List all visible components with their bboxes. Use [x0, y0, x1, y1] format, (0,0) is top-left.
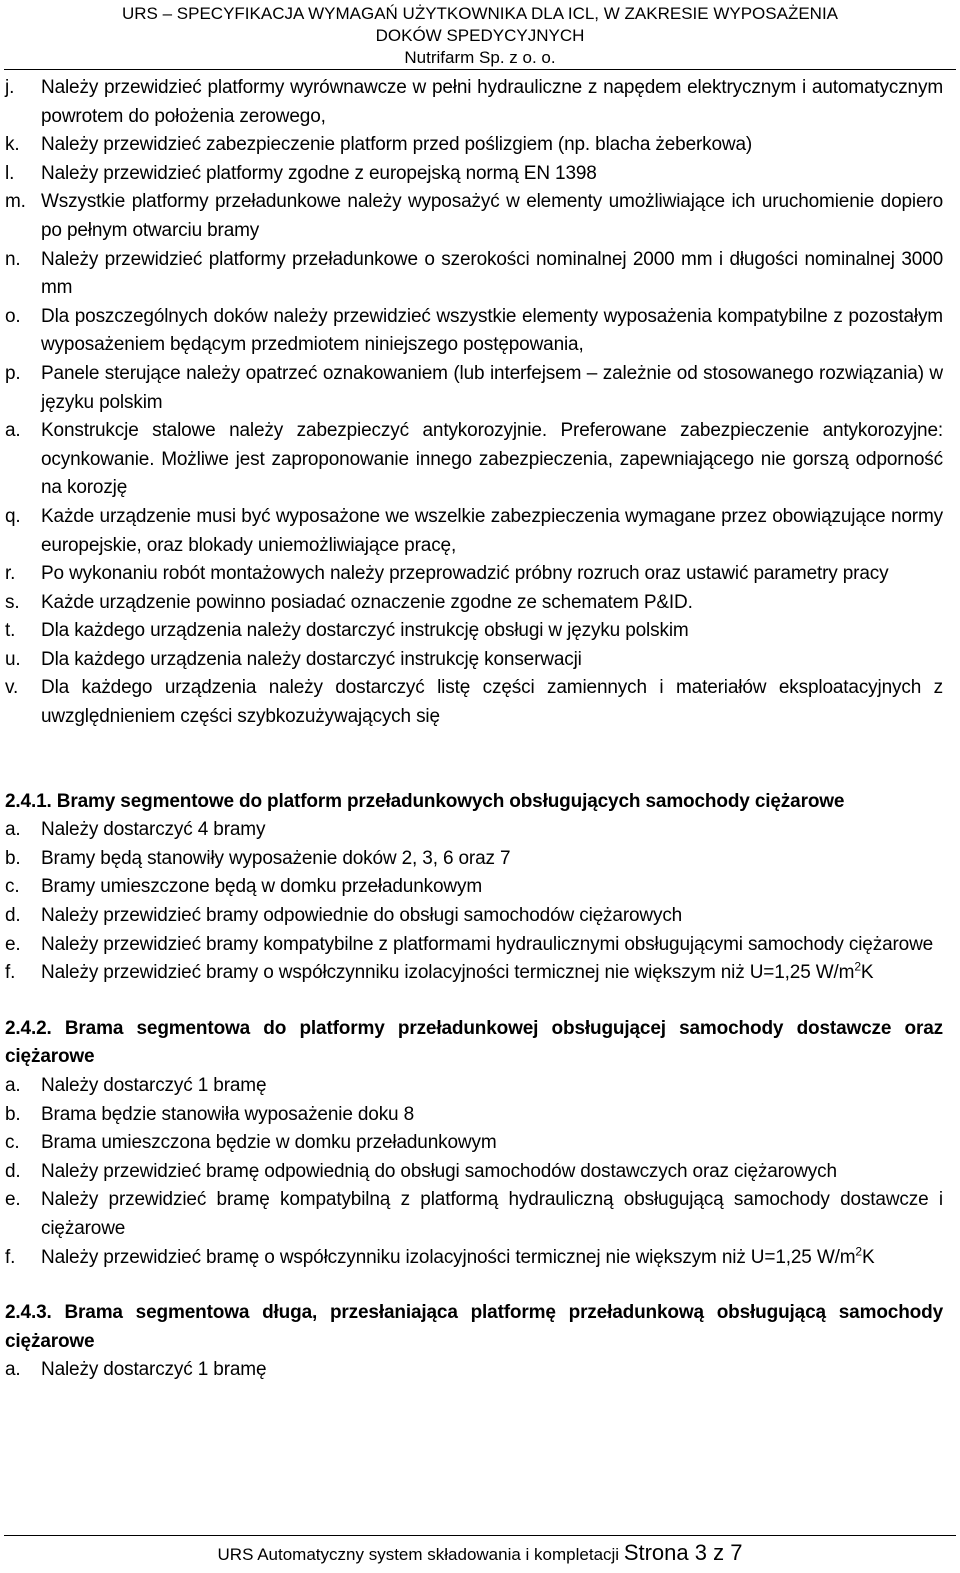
- list-marker: a.: [5, 420, 21, 442]
- list-marker: j.: [5, 77, 15, 98]
- list-item: [5, 902, 943, 931]
- list-marker: b.: [5, 1103, 21, 1125]
- unit-suffix: K: [860, 962, 874, 984]
- list-marker: e.: [5, 1189, 21, 1211]
- list-item: [5, 503, 943, 560]
- list-item: [5, 816, 943, 845]
- list-item-text: Należy przewidzieć bramy kompatybilne z platformami hydraulicznymi obsługującymi samochody ciężarowe: [41, 933, 934, 955]
- superscript: 2: [854, 959, 861, 974]
- header-company: Nutrifarm Sp. z o. o.: [404, 48, 556, 67]
- list-marker: a.: [5, 1359, 21, 1381]
- list-marker: d.: [5, 905, 21, 927]
- list-marker: o.: [5, 305, 21, 327]
- list-item-text: Dla poszczególnych doków należy przewidzieć wszystkie elementy wyposażenia kompatybilne z pozostałym wyposażeniem będącym przedmiotem niniejszego postępowania,: [41, 305, 943, 356]
- list-marker: u.: [5, 648, 21, 670]
- list-item: [5, 417, 943, 503]
- list-item-text: Brama będzie stanowiła wyposażenie doku 8: [41, 1103, 415, 1125]
- list-marker: l.: [5, 162, 15, 184]
- list-item: [5, 959, 943, 988]
- list-marker: f.: [5, 962, 16, 984]
- list-item: [5, 674, 943, 731]
- list-item-text: Należy dostarczyć 4 bramy: [41, 819, 266, 841]
- list-item-text: Bramy umieszczone będą w domku przeładunkowym: [41, 876, 483, 898]
- list-item-text: Należy przewidzieć platformy wyrównawcze w pełni hydrauliczne z napędem elektrycznym i automatycznym powrotem do położenia zerowego,: [41, 77, 943, 127]
- list-marker: v.: [5, 677, 19, 699]
- list-item-text: [41, 1244, 943, 1273]
- list-item-text: Należy przewidzieć platformy zgodne z europejską normą EN 1398: [41, 162, 597, 184]
- section-2-4-1: [5, 788, 943, 988]
- list-item: [5, 188, 943, 245]
- list-item: [5, 845, 943, 874]
- list-item: [5, 1158, 943, 1187]
- list-item-text: Należy przewidzieć zabezpieczenie platform przed poślizgiem (np. blacha żeberkowa): [41, 134, 753, 156]
- list-marker: s.: [5, 591, 20, 613]
- list-marker: e.: [5, 933, 21, 955]
- requirements-list: [5, 74, 943, 732]
- page-number: Strona 3 z 7: [623, 1540, 743, 1565]
- list-marker: r.: [5, 563, 16, 585]
- list-item: [5, 1101, 943, 1130]
- section-2-4-2: [5, 1015, 943, 1272]
- list-item: [5, 560, 943, 589]
- unit-suffix: K: [861, 1246, 875, 1268]
- list-item: [5, 303, 943, 360]
- list-item: [5, 931, 943, 960]
- list-marker: t.: [5, 620, 16, 642]
- list-item-text: [41, 959, 943, 988]
- section-spacer: [5, 988, 943, 1015]
- list-item-text: Należy przewidzieć bramę odpowiednią do obsługi samochodów dostawczych oraz ciężarowych: [41, 1160, 837, 1182]
- list-item: [5, 1356, 943, 1385]
- list-marker: m.: [5, 191, 26, 213]
- list-marker: c.: [5, 876, 20, 898]
- list-item: [5, 589, 943, 618]
- page-header: [0, 3, 960, 69]
- list-marker: c.: [5, 1132, 20, 1154]
- list-item: [5, 160, 943, 189]
- list-item-text: Brama umieszczona będzie w domku przeładunkowym: [41, 1132, 497, 1154]
- list-marker: a.: [5, 819, 21, 841]
- u-value-text: Należy przewidzieć bramę o współczynniku izolacyjności termicznej nie większym niż U=1,25 W/m: [41, 1246, 856, 1268]
- list-item: [5, 1129, 943, 1158]
- footer-document-name: URS Automatyczny system składowania i kompletacji: [217, 1545, 620, 1564]
- section-heading: 2.4.1. Bramy segmentowe do platform przeładunkowych obsługujących samochody ciężarowe: [5, 790, 845, 812]
- list-marker: q.: [5, 505, 21, 527]
- list-item-text: Należy przewidzieć bramy odpowiednie do obsługi samochodów ciężarowych: [41, 905, 683, 927]
- list-item-text: Wszystkie platformy przeładunkowe należy wyposażyć w elementy umożliwiające ich uruchomienie dopiero po pełnym otwarciu bramy: [41, 191, 943, 241]
- section-spacer: [5, 732, 943, 788]
- list-marker: b.: [5, 847, 21, 869]
- list-marker: n.: [5, 248, 21, 270]
- section-heading: 2.4.2. Brama segmentowa do platformy przeładunkowej obsługującej samochody dostawcze oraz ciężarowe: [5, 1017, 943, 1068]
- list-item: [5, 873, 943, 902]
- list-item-text: Należy przewidzieć platformy przeładunkowe o szerokości nominalnej 2000 mm i długości nominalnej 3000 mm: [41, 248, 943, 299]
- list-item-text: Każde urządzenie musi być wyposażone we wszelkie zabezpieczenia wymagane przez obowiązujące normy europejskie, oraz blokady uniemożliwiające pracę,: [41, 505, 943, 556]
- header-title-line1: URS – SPECYFIKACJA WYMAGAŃ UŻYTKOWNIKA DLA ICL, W ZAKRESIE WYPOSAŻENIA: [121, 4, 839, 23]
- u-value-text: Należy przewidzieć bramy o współczynniku izolacyjności termicznej nie większym niż U=1,25 W/m: [41, 962, 855, 984]
- list-item-text: Po wykonaniu robót montażowych należy przeprowadzić próbny rozruch oraz ustawić parametry pracy: [41, 563, 889, 585]
- document-body: [5, 74, 943, 1385]
- list-item-text: Każde urządzenie powinno posiadać oznaczenie zgodne ze schematem P&ID.: [41, 591, 693, 613]
- section-spacer: [5, 1272, 943, 1299]
- list-marker: k.: [5, 134, 20, 156]
- list-item: [5, 360, 943, 417]
- list-item-text: Należy dostarczyć 1 bramę: [41, 1359, 267, 1381]
- superscript: 2: [855, 1244, 862, 1259]
- list-item: [5, 246, 943, 303]
- section-heading: 2.4.3. Brama segmentowa długa, przesłaniająca platformę przeładunkową obsługującą samochody ciężarowe: [5, 1302, 943, 1352]
- list-item-text: Dla każdego urządzenia należy dostarczyć listę części zamiennych i materiałów eksploatacyjnych z uwzględnieniem części szybkozużywających się: [41, 677, 943, 728]
- list-item-text: Konstrukcje stalowe należy zabezpieczyć antykorozyjnie. Preferowane zabezpieczenie antykorozyjne: ocynkowanie. Możliwe jest zaproponowanie innego zabezpieczenia, zapewniającego nie gorszą odporność na korozję: [41, 420, 943, 499]
- list-item-text: Panele sterujące należy opatrzeć oznakowaniem (lub interfejsem – zależnie od stosowanego rozwiązania) w języku polskim: [41, 362, 943, 413]
- list-item-text: Dla każdego urządzenia należy dostarczyć instrukcję konserwacji: [41, 648, 582, 670]
- list-item-text: Należy dostarczyć 1 bramę: [41, 1075, 267, 1096]
- list-item: [5, 1186, 943, 1243]
- list-marker: f.: [5, 1246, 16, 1268]
- list-item: [5, 1072, 943, 1101]
- list-marker: p.: [5, 362, 21, 384]
- footer-divider: [4, 1535, 956, 1536]
- list-item: [5, 74, 943, 131]
- list-item: [5, 646, 943, 675]
- list-item: [5, 617, 943, 646]
- section-2-4-3: [5, 1299, 943, 1385]
- list-marker: d.: [5, 1160, 21, 1182]
- header-title-line2: DOKÓW SPEDYCYJNYCH: [375, 26, 585, 45]
- page-footer: [0, 1540, 960, 1568]
- list-item: [5, 1244, 943, 1273]
- list-item-text: Dla każdego urządzenia należy dostarczyć instrukcję obsługi w języku polskim: [41, 620, 689, 642]
- list-item-text: Należy przewidzieć bramę kompatybilną z platformą hydrauliczną obsługującą samochody dostawcze i ciężarowe: [41, 1189, 943, 1239]
- list-marker: a.: [5, 1075, 21, 1096]
- header-divider: [4, 69, 956, 70]
- list-item-text: Bramy będą stanowiły wyposażenie doków 2, 3, 6 oraz 7: [41, 847, 511, 869]
- list-item: [5, 131, 943, 160]
